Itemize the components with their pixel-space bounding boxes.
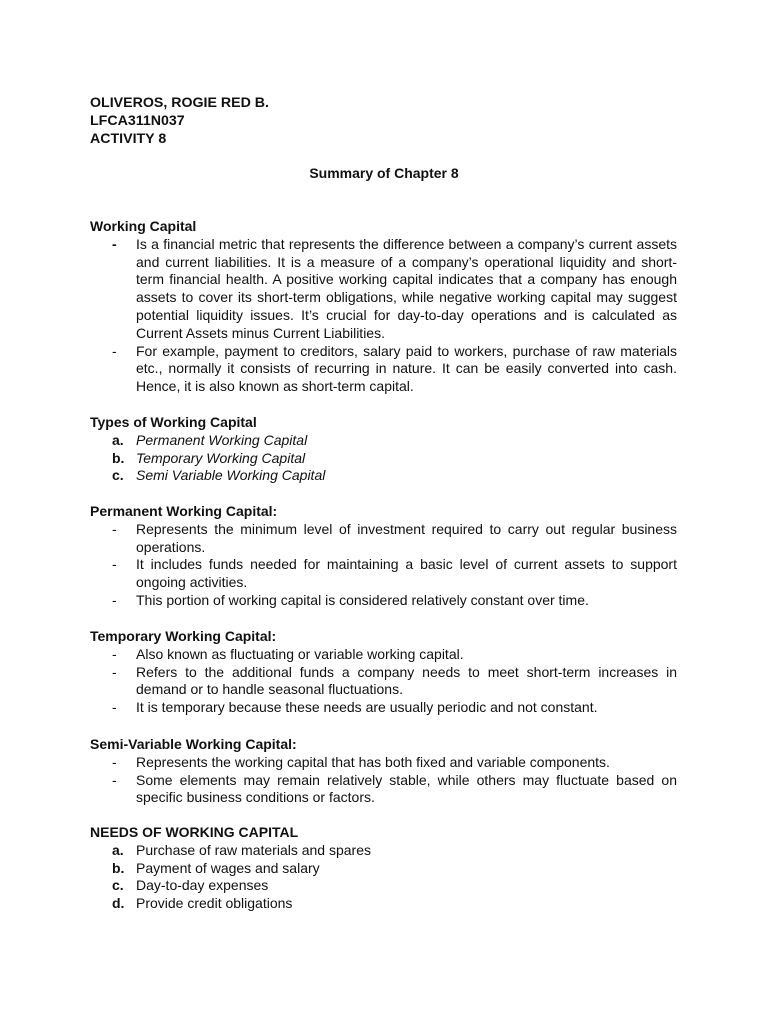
section-permanent-working-capital: [90, 503, 677, 610]
section-semi-variable-working-capital: [90, 736, 677, 807]
document-title: Summary of Chapter 8: [309, 165, 459, 181]
student-code: LFCA311N037: [90, 112, 185, 129]
section-needs-of-working-capital: [90, 824, 677, 913]
list-item: [90, 860, 677, 878]
bullet-list: [90, 521, 677, 610]
dash-marker: -: [112, 520, 117, 537]
list-item-text: Provide credit obligations: [136, 895, 293, 912]
list-item: [90, 450, 677, 468]
letter-marker: b.: [112, 859, 125, 876]
dash-marker: -: [112, 591, 117, 608]
list-item: [90, 699, 677, 717]
lettered-list: [90, 842, 677, 913]
section-types-of-working-capital: [90, 414, 677, 485]
section-heading: NEEDS OF WORKING CAPITAL: [90, 824, 299, 840]
list-item: [90, 877, 677, 895]
section-temporary-working-capital: [90, 628, 677, 717]
bullet-list: [90, 646, 677, 717]
list-item-text: Temporary Working Capital: [136, 449, 306, 466]
section-heading: Temporary Working Capital:: [90, 628, 277, 644]
letter-marker: a.: [112, 431, 124, 448]
list-item: [90, 772, 677, 808]
list-item: [90, 467, 677, 485]
list-item-text: Day-to-day expenses: [136, 877, 269, 894]
section-heading: Permanent Working Capital:: [90, 503, 278, 519]
list-item: [90, 343, 677, 396]
dash-marker: -: [112, 235, 117, 252]
letter-marker: b.: [112, 449, 125, 466]
list-item-text: Payment of wages and salary: [136, 859, 320, 876]
list-item: [90, 842, 677, 860]
letter-marker: d.: [112, 895, 125, 912]
list-item-text: Semi Variable Working Capital: [136, 467, 326, 484]
list-item: [90, 592, 677, 610]
list-item-text: Is a financial metric that represents the difference between a company’s current assets and current liabilities. It is a measure of a company’s operational liquidity and short-term financial health. A positive working capital indicates that a company has enough assets to cover its short-term obligations, while negative working capital may suggest potential liquidity issues. It’s crucial for day-to-day operations and is calculated as Current Assets minus Current Liabilities.: [136, 235, 677, 341]
list-item-text: Refers to the additional funds a company needs to meet short-term increases in demand or to handle seasonal fluctuations.: [136, 663, 677, 698]
dash-marker: -: [112, 556, 117, 573]
bullet-list: [90, 754, 677, 807]
list-item-text: Represents the working capital that has both fixed and variable components.: [136, 753, 610, 770]
list-item-text: It is temporary because these needs are usually periodic and not constant.: [136, 699, 598, 716]
lettered-list: [90, 432, 677, 485]
list-item-text: Also known as fluctuating or variable working capital.: [136, 645, 464, 662]
letter-marker: c.: [112, 467, 124, 484]
letter-marker: a.: [112, 841, 124, 858]
dash-marker: -: [112, 771, 117, 788]
list-item: [90, 664, 677, 700]
list-item: [90, 646, 677, 664]
dash-marker: -: [112, 699, 117, 716]
list-item-text: Permanent Working Capital: [136, 431, 308, 448]
list-item-text: Purchase of raw materials and spares: [136, 841, 371, 858]
dash-marker: -: [112, 753, 117, 770]
list-item: [90, 895, 677, 913]
dash-marker: -: [112, 342, 117, 359]
section-heading: Working Capital: [90, 218, 197, 234]
list-item: [90, 754, 677, 772]
list-item-text: This portion of working capital is considered relatively constant over time.: [136, 591, 589, 608]
list-item: [90, 556, 677, 592]
student-name: OLIVEROS, ROGIE RED B.: [90, 95, 269, 111]
list-item-text: For example, payment to creditors, salary paid to workers, purchase of raw materials etc., normally it consists of recurring in nature. It can be easily converted into cash. Hence, it is also known as short-term capital.: [136, 342, 677, 395]
dash-marker: -: [112, 645, 117, 662]
section-heading: Semi-Variable Working Capital:: [90, 736, 297, 752]
section-heading: Types of Working Capital: [90, 414, 257, 430]
activity-label: ACTIVITY 8: [90, 130, 167, 147]
list-item-text: Some elements may remain relatively stable, while others may fluctuate based on specific business conditions or factors.: [136, 771, 677, 806]
letter-marker: c.: [112, 877, 124, 894]
dash-marker: -: [112, 663, 117, 680]
list-item-text: Represents the minimum level of investment required to carry out regular business operations.: [136, 520, 677, 555]
list-item: [90, 236, 677, 343]
list-item: [90, 432, 677, 450]
bullet-list: [90, 236, 677, 396]
student-header: [90, 95, 269, 148]
section-working-capital: [90, 218, 677, 396]
list-item: [90, 521, 677, 557]
list-item-text: It includes funds needed for maintaining a basic level of current assets to support ongoing activities.: [136, 556, 677, 591]
